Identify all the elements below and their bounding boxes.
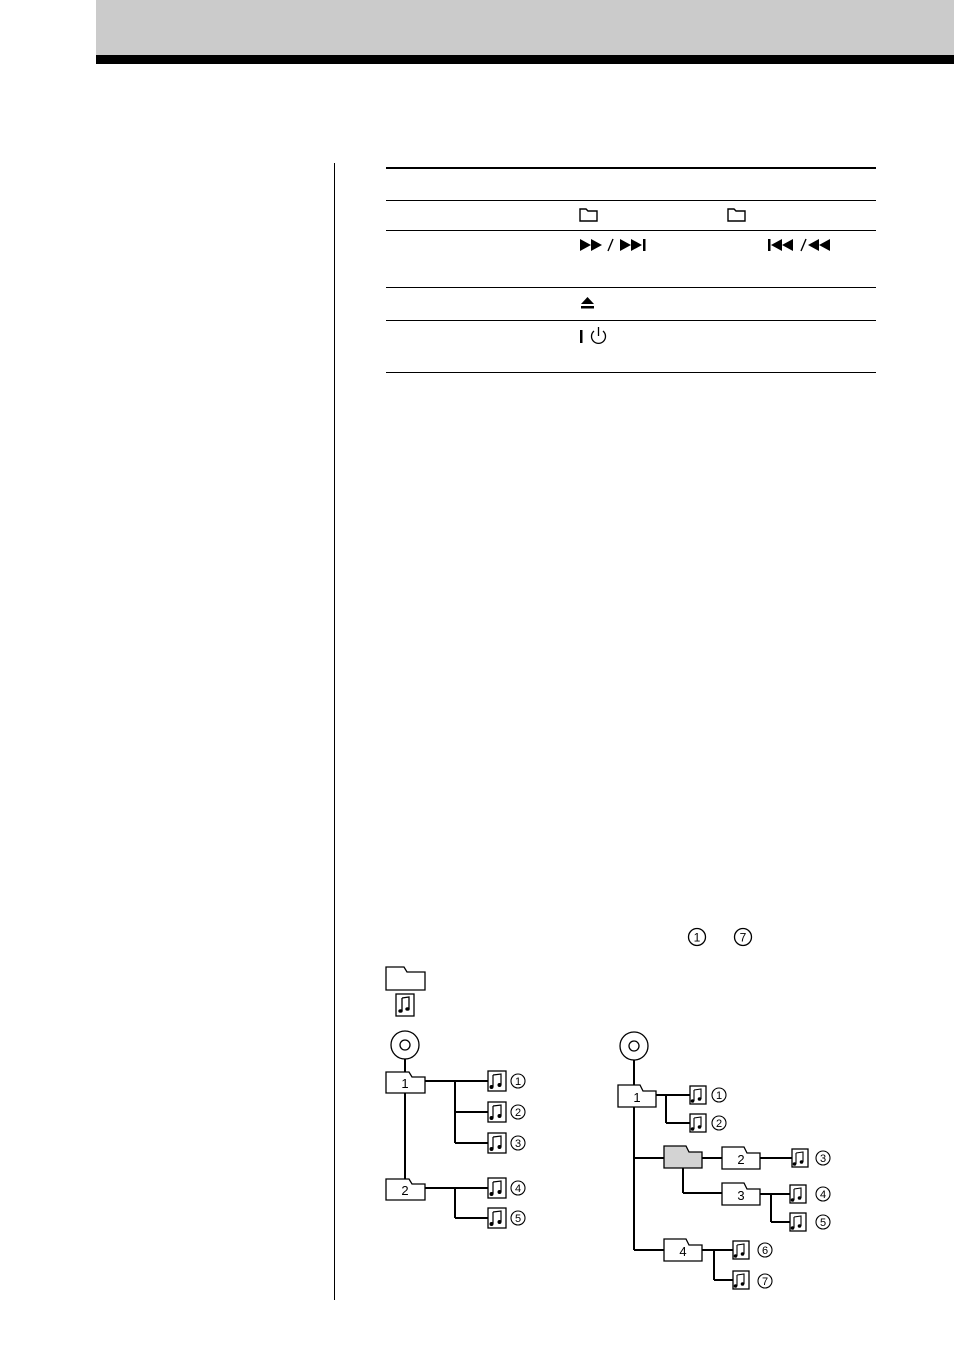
svg-text:5: 5: [819, 1217, 827, 1229]
column-divider: [334, 163, 335, 1300]
empty-folder-icon: [664, 1146, 702, 1168]
folder-icon: [722, 1147, 760, 1169]
fast-forward-next-icon: [579, 238, 653, 252]
table-top-rule: [386, 167, 876, 169]
eject-icon: [580, 296, 595, 309]
track-number-badge: [712, 1088, 726, 1102]
table-row-rule: [386, 287, 876, 288]
track-number-badge: [816, 1215, 830, 1229]
folder-tree-diagram-nested: [612, 1025, 842, 1295]
svg-text:2: 2: [401, 1183, 409, 1198]
svg-text:4: 4: [514, 1183, 522, 1195]
folder-icon: [618, 1085, 656, 1107]
svg-text:1: 1: [514, 1076, 522, 1088]
track-number-badge: [511, 1211, 525, 1225]
track-number-badge: [687, 927, 707, 947]
folder-icon: [664, 1239, 702, 1261]
svg-text:6: 6: [761, 1245, 769, 1257]
page-header-band: [96, 0, 954, 55]
track-number-badge: [758, 1274, 772, 1288]
previous-rewind-icon: [767, 238, 843, 252]
svg-text:1: 1: [693, 930, 701, 945]
svg-text:1: 1: [633, 1090, 641, 1105]
svg-text:2: 2: [514, 1107, 522, 1119]
music-note-icon: [488, 1102, 506, 1122]
svg-text:2: 2: [737, 1152, 745, 1167]
music-note-icon: [790, 1213, 806, 1231]
track-number-badge: [758, 1243, 772, 1257]
track-number-badge: [816, 1151, 830, 1165]
music-note-legend-icon: [395, 993, 415, 1017]
folder-icon: [386, 1072, 425, 1093]
folder-icon: [722, 1183, 760, 1205]
track-number-badge: [511, 1181, 525, 1195]
track-number-badge: [733, 927, 753, 947]
svg-text:2: 2: [715, 1118, 723, 1130]
svg-text:4: 4: [679, 1244, 687, 1259]
music-note-icon: [690, 1114, 706, 1132]
music-note-icon: [488, 1178, 506, 1198]
table-row-rule: [386, 230, 876, 231]
music-note-icon: [733, 1271, 749, 1289]
track-number-badge: [511, 1136, 525, 1150]
svg-text:4: 4: [819, 1189, 827, 1201]
folder-icon: [727, 208, 746, 222]
svg-text:3: 3: [819, 1153, 827, 1165]
table-row-rule: [386, 320, 876, 321]
svg-text:5: 5: [514, 1213, 522, 1225]
folder-legend-icon: [385, 966, 427, 992]
disc-icon: [391, 1031, 419, 1059]
music-note-icon: [488, 1071, 506, 1091]
music-note-icon: [690, 1086, 706, 1104]
table-row-rule: [386, 200, 876, 201]
svg-text:7: 7: [761, 1276, 769, 1288]
disc-icon: [620, 1032, 648, 1060]
track-number-badge: [712, 1116, 726, 1130]
table-bottom-rule: [386, 372, 876, 373]
music-note-icon: [488, 1133, 506, 1153]
folder-tree-diagram-simple: [380, 1025, 540, 1265]
svg-text:3: 3: [514, 1138, 522, 1150]
folder-icon: [579, 208, 598, 222]
music-note-icon: [792, 1149, 808, 1167]
power-icon: [579, 326, 609, 346]
svg-text:1: 1: [401, 1076, 409, 1091]
music-note-icon: [733, 1241, 749, 1259]
svg-text:7: 7: [739, 930, 747, 945]
svg-text:1: 1: [715, 1090, 723, 1102]
folder-icon: [386, 1179, 425, 1200]
svg-text:3: 3: [737, 1188, 745, 1203]
page-header-rule: [96, 55, 954, 64]
track-number-badge: [511, 1105, 525, 1119]
track-number-badge: [511, 1074, 525, 1088]
music-note-icon: [790, 1185, 806, 1203]
track-number-badge: [816, 1187, 830, 1201]
music-note-icon: [488, 1208, 506, 1228]
